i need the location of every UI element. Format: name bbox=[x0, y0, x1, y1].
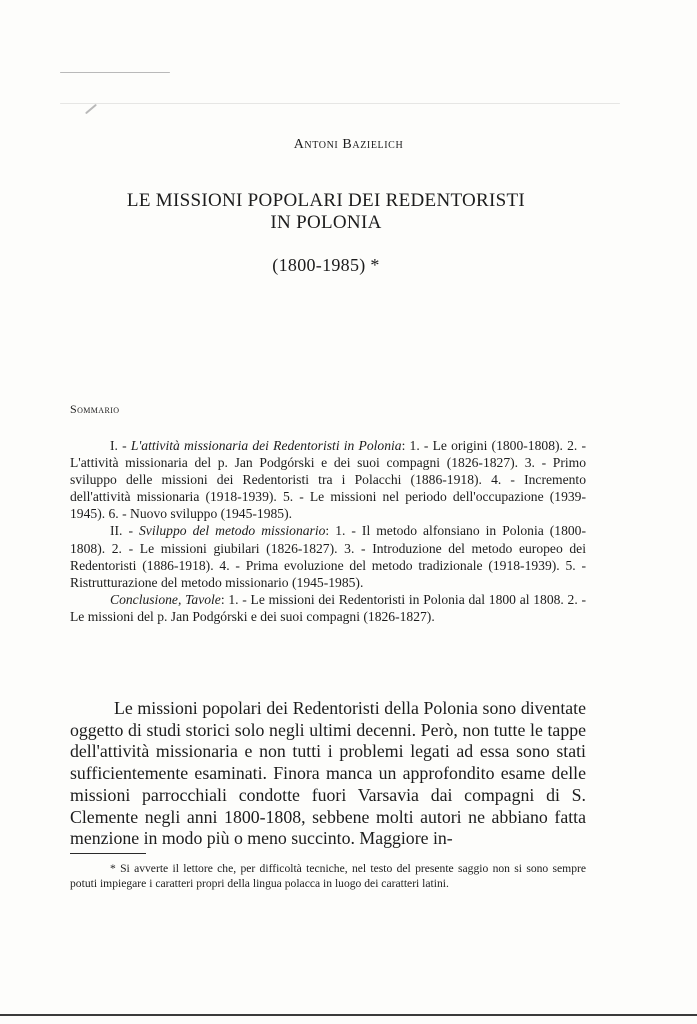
footnote-divider bbox=[70, 853, 146, 854]
author-name: Antoni Bazielich bbox=[293, 137, 404, 152]
article-title bbox=[0, 190, 652, 234]
summary-part-2-text: : 1. - Il metodo alfonsiano in Polonia (1800-1808). 2. - Le missioni giubilari (1826-1827). 3. - Introduzione del metodo europeo dei Redentoristi (1886-1918). 4. - Prima evoluzione del metodo tradizionale (1918-1939). 5. - Ristrutturazione del metodo missionario (1945-1985). bbox=[70, 523, 587, 590]
summary-part-1-label: I. - bbox=[110, 438, 131, 453]
footnote-text: * Si avverte il lettore che, per difficoltà tecniche, nel testo del presente saggio non si sono sempre potuti impiegare i caratteri propri della lingua polacca in luogo dei caratteri latini. bbox=[70, 862, 586, 891]
title-line-1: LE MISSIONI POPOLARI DEI REDENTORISTI bbox=[126, 190, 526, 211]
summary-conclusion-title: Conclusione, Tavole bbox=[110, 591, 221, 607]
summary-part-2 bbox=[70, 522, 586, 590]
body-paragraph: Le missioni popolari dei Redentoristi della Polonia sono diventate oggetto di studi storici solo negli ultimi decenni. Però, non tutte le tappe dell'attività missionaria e non tutti i problemi legati ad essa sono stati sufficientemente esaminati. Finora manca un approfondito esame delle missioni parrocchiali condotte fuori Varsavia dai compagni di S. Clemente negli anni 1800-1808, sebbene molti autori ne abbiano fatta menzione in modo più o meno succinto. Maggiore in- bbox=[70, 698, 586, 849]
article-dates: (1800-1985) * bbox=[272, 255, 380, 275]
title-line-2: IN POLONIA bbox=[270, 212, 382, 233]
footnote bbox=[70, 861, 586, 892]
scan-speck bbox=[85, 104, 97, 115]
summary-part-1-text: : 1. - Le origini (1800-1808). 2. - L'attività missionaria del p. Jan Podgórski e dei suoi compagni (1826-1827). 3. - Primo sviluppo delle missioni dei Redentoristi tra i Polacchi (1886-1918). 4. - Incremento dell'attività missionaria (1918-1939). 5. - Le missioni nel periodo dell'occupazione (1939-1945). 6. - Nuovo sviluppo (1945-1985). bbox=[70, 438, 586, 522]
summary-block bbox=[70, 437, 586, 625]
body-text bbox=[70, 698, 586, 850]
summary-part-1-title: L'attività missionaria dei Redentoristi in Polonia bbox=[130, 438, 402, 453]
summary-part-2-title: Sviluppo del metodo missionario bbox=[139, 523, 326, 539]
scan-speck bbox=[60, 72, 170, 73]
summary-part-1 bbox=[70, 437, 586, 522]
summary-conclusion bbox=[70, 591, 586, 625]
page-bottom-edge bbox=[0, 1014, 697, 1016]
summary-heading: Sommario bbox=[70, 402, 120, 416]
summary-conclusion-text: : 1. - Le missioni dei Redentoristi in Polonia dal 1800 al 1808. 2. - Le missioni del p. Jan Podgórski e dei suoi compagni (1826-1827). bbox=[70, 591, 586, 624]
summary-part-2-label: II. - bbox=[110, 523, 139, 539]
scan-speck bbox=[60, 103, 620, 104]
